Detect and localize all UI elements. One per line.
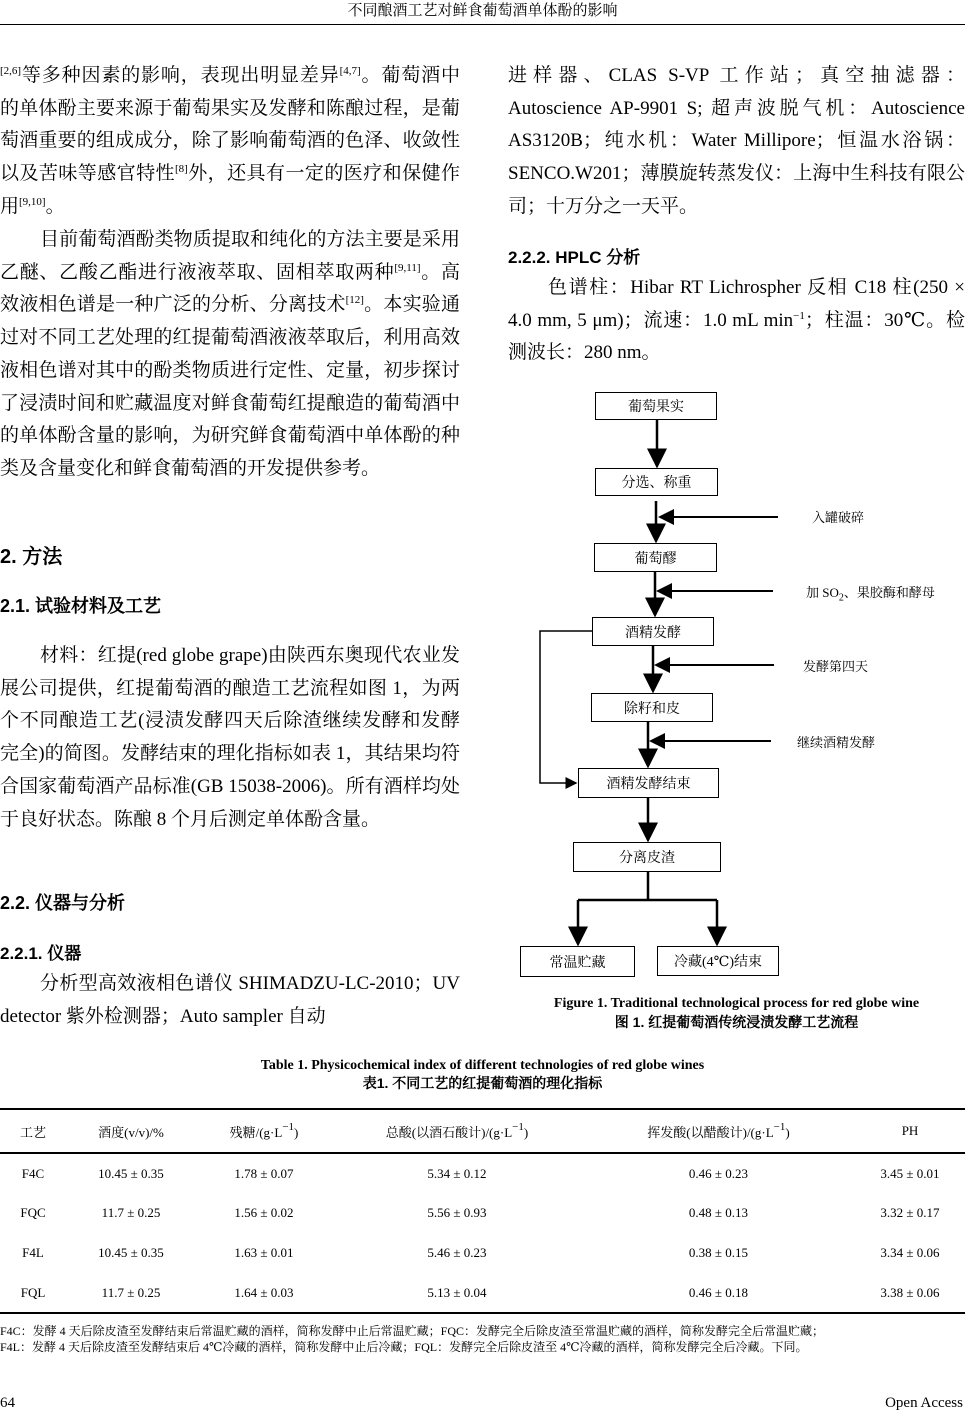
cell: 5.46 ± 0.23 (427, 1245, 487, 1260)
text: 、果胶酶和酵母 (843, 585, 935, 600)
flow-step-room-temp-storage: 常温贮藏 (520, 946, 635, 977)
flow-step-remove-seeds-skins: 除籽和皮 (591, 693, 713, 722)
figure-caption-zh: 图 1. 红提葡萄酒传统浸渍发酵工艺流程 (614, 1014, 859, 1030)
cell: 3.32 ± 0.17 (880, 1205, 940, 1220)
cell: 0.38 ± 0.15 (688, 1245, 749, 1260)
cell: 3.45 ± 0.01 (880, 1165, 940, 1181)
col-header: PH (901, 1123, 919, 1138)
instruments-paragraph: 分析型高效液相色谱仪 SHIMADZU-LC-2010；UV detector 紫外检测器；Auto sampler 自动 (0, 973, 460, 1027)
col-header: 总酸(以酒石酸计)$/(g\cdot L^{-1})$ (385, 1120, 529, 1140)
materials-paragraph: 材料：红提(red globe grape)由陕西东奥现代农业发展公司提供，红提葡萄酒的酿造工艺流程如图 1，为两个不同酿造工艺(浸渍发酵四天后除渣继续发酵和发酵完全)的简图。发酵结束的理化指标如表 1，其结果均符合国家葡萄酒产品标准(GB 15038-2006)。所有酒样均处于良好状态。陈酿 8 个月后测定单体酚含量。 (0, 645, 460, 830)
cell: F4C (21, 1165, 45, 1181)
text: 目前葡萄酒酚类物质提取和纯化的方法主要是采用乙醚、乙酸乙酯进行液液萃取、固相萃取两种 (0, 229, 460, 283)
physicochemical-table (0, 1108, 965, 1314)
cell: 0.48 ± 0.13 (688, 1205, 749, 1220)
superscript: −1 (793, 309, 805, 322)
table-caption-zh: 表1. 不同工艺的红提葡萄酒的理化指标 (362, 1075, 603, 1091)
running-header: 不同酿酒工艺对鲜食葡萄酒单体酚的影响 (347, 3, 618, 19)
flow-step-separate-pomace: 分离皮渣 (573, 842, 721, 872)
table-row (0, 1193, 965, 1233)
cell: 5.56 ± 0.93 (427, 1205, 487, 1220)
section-heading-instruments: 2.2. 仪器与分析 (0, 893, 126, 913)
flow-label-day-four: 发酵第四天 (803, 659, 869, 674)
section-heading-method: 2. 方法 (0, 546, 63, 568)
table-row (0, 1153, 965, 1193)
flow-step-alcoholic-fermentation: 酒精发酵 (592, 617, 714, 646)
flow-step-must: 葡萄醪 (594, 543, 717, 572)
subsection-heading-hplc: 2.2.2. HPLC 分析 (508, 248, 641, 267)
cell: 1.64 ± 0.03 (234, 1284, 294, 1300)
text: 。高效液相色谱是一种广泛的分析、分离技术 (0, 261, 460, 316)
text: 。本实验通过对不同工艺处理的红提葡萄酒液液萃取后，利用高效液相色谱对其中的酚类物质进行定性、定量，初步探讨了浸渍时间和贮藏温度对鲜食葡萄红提酿造的葡萄酒中的单体酚含量的影响，为研究鲜食葡萄酒中单体酚的种类及含量变化和鲜食葡萄酒的开发提供参考。 (0, 294, 460, 479)
citation: [9,10] (19, 195, 46, 208)
cell: 10.45 ± 0.35 (98, 1165, 164, 1181)
citation: [2,6] (0, 65, 22, 77)
cell: 11.7 ± 0.25 (101, 1205, 161, 1220)
flow-label-additives (806, 582, 935, 604)
cell: 10.45 ± 0.35 (98, 1245, 164, 1260)
text: 加 SO (806, 585, 839, 600)
instruments-paragraph-continued: 进样器、CLAS S-VP 工作站；真空抽滤器：Autoscience AP-9901 S; 超声波脱气机：Autoscience AS3120B；纯水机：Water Millipore；恒温水浴锅：SENCO.W201；薄膜旋转蒸发仪：上海中生科技有限公司；十万分之一天平。 (508, 65, 965, 217)
citation: [12] (345, 294, 364, 307)
citation: [4,7] (339, 65, 361, 77)
col-header: 残糖$/(g\cdot L^{-1})$ (229, 1120, 299, 1140)
cell: 3.34 ± 0.06 (880, 1245, 940, 1260)
cell: 0.46 ± 0.23 (688, 1165, 749, 1181)
col-header: 酒度(v/v)/% (98, 1124, 164, 1140)
citation: [9,11] (394, 261, 421, 274)
table-row (0, 1273, 965, 1313)
text: 外，还具有一定的医疗和保健作用 (0, 163, 460, 217)
flow-label-continue-fermentation: 继续酒精发酵 (797, 735, 876, 750)
col-header: 工艺 (19, 1124, 46, 1140)
text: 等多种因素的影响，表现出明显差异 (21, 65, 340, 86)
text: 。葡萄酒中的单体酚主要来源于葡萄果实及发酵和陈酿过程，是葡萄酒重要的组成成分，除了影响葡萄酒的色泽、收敛性以及苦味等感官特性 (0, 65, 460, 185)
cell: FQL (20, 1284, 46, 1300)
cell: 5.13 ± 0.04 (427, 1284, 487, 1300)
table-header-row (0, 1109, 965, 1153)
table-caption-en: Table 1. Physicochemical index of different technologies of red globe wines (260, 1058, 705, 1073)
cell: 1.56 ± 0.02 (234, 1205, 294, 1220)
flow-label-crushing: 入罐破碎 (812, 510, 865, 525)
section-heading-materials: 2.1. 试验材料及工艺 (0, 596, 162, 616)
text: 。 (45, 195, 65, 217)
figure-caption-en: Figure 1. Traditional technological process for red globe wine (553, 996, 920, 1011)
cell: 1.63 ± 0.01 (234, 1245, 294, 1260)
subsection-heading-instruments: 2.2.1. 仪器 (0, 944, 82, 963)
flow-step-cold-storage: 冷藏(4℃)结束 (657, 946, 779, 976)
table-footnote-2: F4L：发酵 4 天后除皮渣至发酵结束后 4℃冷藏的酒样，简称发酵中止后冷藏；FQL：发酵完全后除皮渣至 4℃冷藏的酒样，简称发酵完全后冷藏。下同。 (0, 1340, 808, 1354)
publisher-label: Open Access (885, 1395, 963, 1411)
flow-step-sorting-weighing: 分选、称重 (595, 468, 718, 496)
cell: 11.7 ± 0.25 (101, 1284, 161, 1300)
text: 色谱柱：Hibar RT Lichrospher 反相 C18 柱(250 × 4.0 mm, 5 μm)；流速：1.0 mL min (508, 277, 965, 331)
flow-step-grape-fruit: 葡萄果实 (595, 392, 717, 420)
page-number: 64 (0, 1395, 15, 1411)
flow-step-fermentation-end: 酒精发酵结束 (578, 768, 719, 798)
cell: 1.78 ± 0.07 (234, 1165, 294, 1181)
cell: FQC (20, 1205, 46, 1220)
col-header: 挥发酸(以醋酸计)$/(g\cdot L^{-1})$ (647, 1120, 790, 1140)
text: ；柱温：30℃。检测波长：280 nm。 (508, 309, 965, 364)
cell: 5.34 ± 0.12 (427, 1165, 487, 1181)
cell: 0.46 ± 0.18 (688, 1284, 749, 1300)
cell: 3.38 ± 0.06 (880, 1284, 940, 1300)
citation: [8] (174, 163, 188, 176)
table-row (0, 1233, 965, 1273)
cell: F4L (22, 1245, 44, 1260)
table-footnote-1: F4C：发酵 4 天后除皮渣至发酵结束后常温贮藏的酒样，简称发酵中止后常温贮藏；FQC：发酵完全后除皮渣至常温贮藏的酒样，简称发酵完全后常温贮藏； (0, 1324, 825, 1338)
subscript: 2 (838, 592, 844, 604)
